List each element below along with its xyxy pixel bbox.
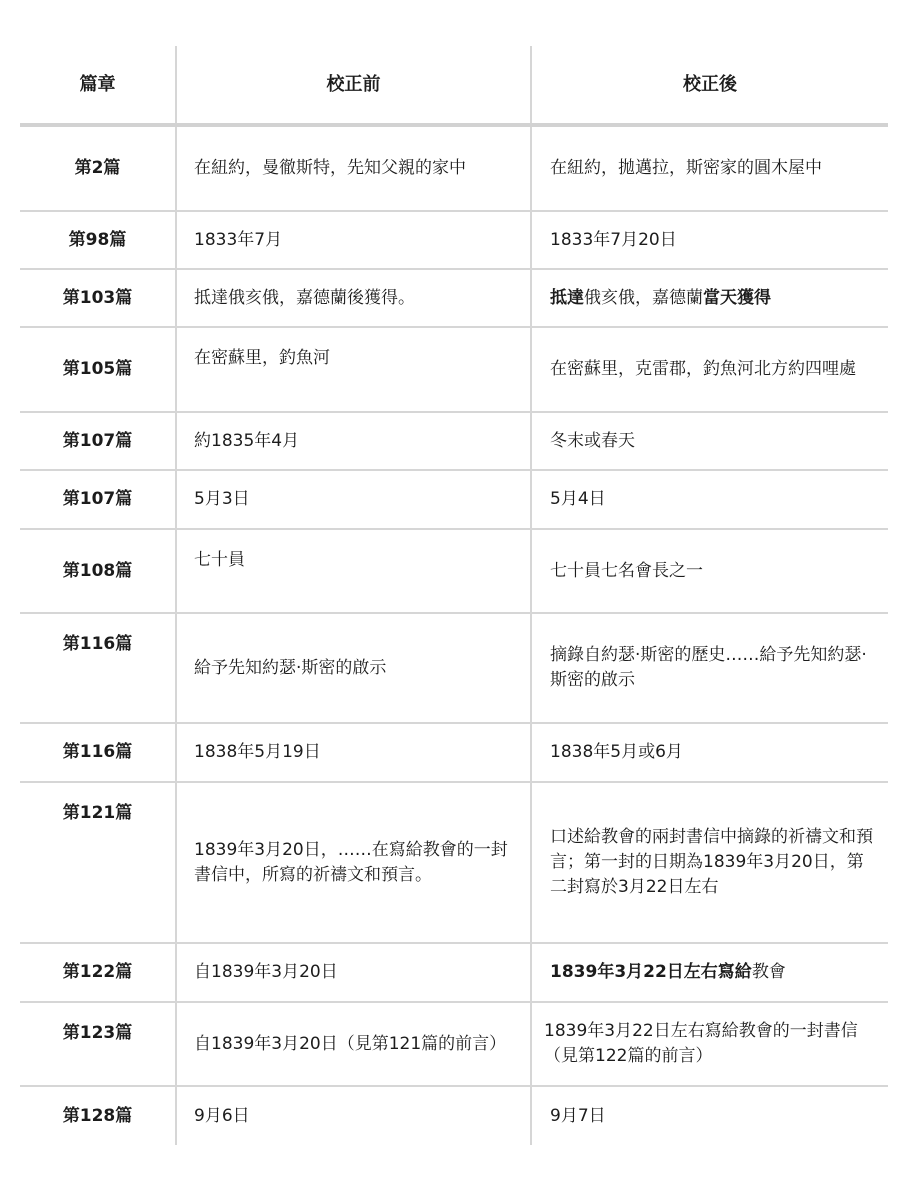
before-cell: 七十員 bbox=[177, 530, 532, 612]
after-cell: 七十員七名會長之一 bbox=[550, 560, 703, 581]
table-row bbox=[20, 471, 888, 530]
table-row bbox=[20, 127, 888, 212]
after-text-bold: 抵達 bbox=[550, 287, 584, 308]
header-chapter: 篇章 bbox=[20, 46, 177, 123]
table-header-row bbox=[20, 46, 888, 127]
before-cell: 9月6日 bbox=[177, 1087, 532, 1145]
after-cell: 1839年3月22日左右寫給教會的一封書信（見第122篇的前言） bbox=[544, 1021, 858, 1066]
chapter-cell: 第105篇 bbox=[20, 328, 177, 411]
after-cell: 1838年5月或6月 bbox=[550, 742, 683, 762]
before-cell: 1839年3月20日，……在寫給教會的一封書信中，所寫的祈禱文和預言。 bbox=[177, 783, 532, 942]
before-cell: 自1839年3月20日（見第121篇的前言） bbox=[177, 1003, 532, 1085]
table-row bbox=[20, 413, 888, 471]
after-cell: 在密蘇里，克雷郡，釣魚河北方約四哩處 bbox=[550, 359, 856, 379]
table-row bbox=[20, 724, 888, 783]
before-cell: 5月3日 bbox=[177, 471, 532, 528]
header-before: 校正前 bbox=[177, 46, 532, 123]
after-cell: 摘錄自約瑟·斯密的歷史……給予先知約瑟·斯密的啟示 bbox=[550, 645, 867, 690]
after-cell bbox=[532, 270, 888, 326]
chapter-cell: 第116篇 bbox=[20, 724, 177, 781]
table-row bbox=[20, 270, 888, 328]
chapter-cell: 第98篇 bbox=[20, 212, 177, 268]
table-row bbox=[20, 614, 888, 724]
after-text-bold: 1839年3月22日左右寫給 bbox=[550, 962, 752, 982]
table-row bbox=[20, 783, 888, 944]
after-cell: 5月4日 bbox=[550, 489, 606, 509]
header-after: 校正後 bbox=[683, 74, 737, 95]
table-row bbox=[20, 1003, 888, 1087]
before-cell: 給予先知約瑟·斯密的啟示 bbox=[177, 614, 532, 722]
table-row bbox=[20, 212, 888, 270]
chapter-cell: 第107篇 bbox=[20, 471, 177, 528]
after-cell: 口述給教會的兩封書信中摘錄的祈禱文和預言；第一封的日期為1839年3月20日，第二封寫於3月22日左右 bbox=[550, 827, 873, 897]
before-cell: 1833年7月 bbox=[177, 212, 532, 268]
chapter-cell: 第121篇 bbox=[20, 783, 177, 942]
after-text-regular: 教會 bbox=[751, 962, 786, 982]
before-cell: 在密蘇里，釣魚河 bbox=[177, 328, 532, 411]
table-row bbox=[20, 530, 888, 614]
chapter-cell: 第103篇 bbox=[20, 270, 177, 326]
before-cell: 在紐約，曼徹斯特，先知父親的家中 bbox=[177, 127, 532, 210]
before-cell: 自1839年3月20日 bbox=[177, 944, 532, 1001]
after-cell: 1833年7月20日 bbox=[550, 229, 677, 250]
corrections-table bbox=[20, 46, 888, 1145]
chapter-cell: 第107篇 bbox=[20, 413, 177, 469]
after-text-regular: 俄亥俄，嘉德蘭 bbox=[584, 287, 703, 308]
after-cell bbox=[532, 944, 888, 1001]
table-row bbox=[20, 1087, 888, 1145]
before-cell: 約1835年4月 bbox=[177, 413, 532, 469]
chapter-cell: 第122篇 bbox=[20, 944, 177, 1001]
table-row bbox=[20, 944, 888, 1003]
after-cell: 9月7日 bbox=[550, 1105, 606, 1126]
before-cell: 1838年5月19日 bbox=[177, 724, 532, 781]
after-cell: 冬末或春天 bbox=[550, 430, 635, 451]
chapter-cell: 第116篇 bbox=[20, 614, 177, 722]
before-cell: 抵達俄亥俄，嘉德蘭後獲得。 bbox=[177, 270, 532, 326]
after-text-bold: 當天獲得 bbox=[703, 287, 771, 308]
table-row bbox=[20, 328, 888, 413]
chapter-cell: 第128篇 bbox=[20, 1087, 177, 1145]
chapter-cell: 第108篇 bbox=[20, 530, 177, 612]
chapter-cell: 第123篇 bbox=[20, 1003, 177, 1085]
chapter-cell: 第2篇 bbox=[20, 127, 177, 210]
after-cell: 在紐約，拋邁拉，斯密家的圓木屋中 bbox=[550, 158, 822, 178]
